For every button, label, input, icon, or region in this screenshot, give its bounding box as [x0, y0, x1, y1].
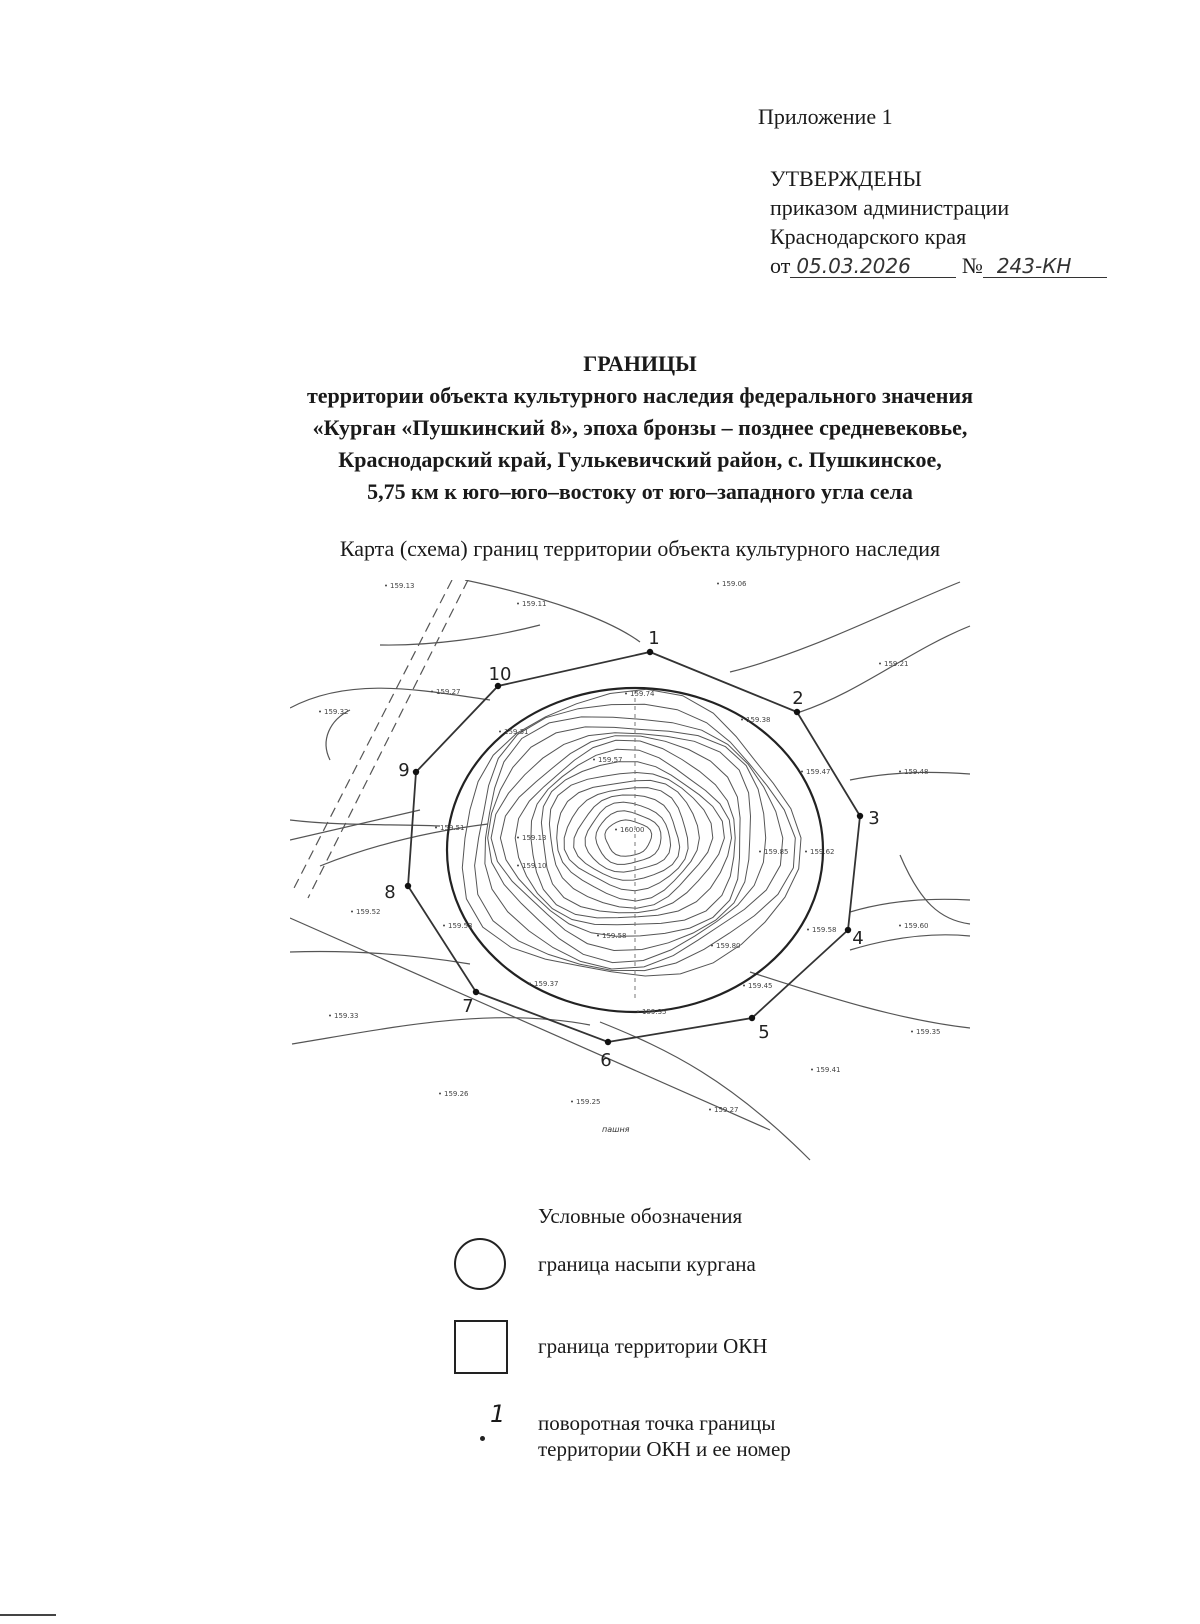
elevation-point [439, 1093, 441, 1095]
boundary-point-number: 5 [758, 1022, 770, 1043]
elevation-label: 159.58 [812, 926, 837, 934]
elevation-point [597, 935, 599, 937]
elevation-point [741, 719, 743, 721]
appendix-label: Приложение 1 [758, 104, 893, 129]
order-date: 05.03.2026 [790, 255, 956, 278]
approval-block [770, 164, 1107, 280]
elevation-label: 159.06 [722, 580, 747, 588]
elevation-point [443, 925, 445, 927]
legend-mound-label: граница насыпи кургана [538, 1252, 756, 1276]
boundary-point-number: 3 [868, 808, 880, 829]
elevation-point [807, 929, 809, 931]
road-dashed-line [292, 580, 452, 892]
elevation-point [517, 865, 519, 867]
elevation-label: 159.57 [598, 756, 623, 764]
elevation-point [811, 1069, 813, 1071]
boundary-point-marker [794, 709, 800, 715]
elevation-label: 159.38 [746, 716, 771, 724]
elevation-label: 159.51 [440, 824, 465, 832]
document-title [170, 348, 1110, 508]
elevation-point [529, 983, 531, 985]
title-line-5: 5,75 км к юго–юго–востоку от юго–западного угла села [367, 479, 913, 504]
terrain-line [326, 710, 350, 760]
number-prefix: № [961, 253, 983, 278]
elevation-label: 159.10 [522, 862, 547, 870]
elevation-point [593, 759, 595, 761]
elevation-label: 160.00 [620, 826, 645, 834]
point-dot-icon [480, 1436, 485, 1441]
boundary-point-marker [413, 769, 419, 775]
contour-ring [585, 802, 670, 872]
contour-ring [485, 717, 783, 969]
elevation-label: 159.26 [444, 1090, 469, 1098]
elevation-label: 159.45 [748, 982, 773, 990]
elevation-label: 159.25 [576, 1098, 601, 1106]
order-date-line [770, 251, 1107, 280]
legend-point-line-1: поворотная точка границы [538, 1411, 776, 1435]
elevation-point [625, 693, 627, 695]
boundary-point-number: 1 [648, 628, 660, 649]
elevation-point [711, 945, 713, 947]
elevation-point [329, 1015, 331, 1017]
contour-ring [488, 727, 766, 963]
mound-boundary-legend-icon [454, 1238, 506, 1290]
elevation-point [571, 1101, 573, 1103]
elevation-label: 159.31 [504, 728, 529, 736]
elevation-point [385, 585, 387, 587]
approved-heading: УТВЕРЖДЕНЫ [770, 166, 922, 191]
elevation-point [899, 925, 901, 927]
elevation-point [435, 827, 437, 829]
boundary-point-number: 2 [792, 688, 804, 709]
contour-ring [557, 780, 700, 901]
approved-region: Краснодарского края [770, 224, 967, 249]
elevation-label: 159.13 [522, 834, 547, 842]
elevation-label: 159.85 [764, 848, 789, 856]
order-number: 243-КН [983, 255, 1107, 278]
elevation-label: 159.27 [714, 1106, 739, 1114]
elevation-point [615, 829, 617, 831]
boundary-point-marker [845, 927, 851, 933]
elevation-label: 159.74 [630, 690, 655, 698]
elevation-point [517, 603, 519, 605]
boundary-map [290, 580, 990, 1180]
elevation-point [717, 583, 719, 585]
terrain-line [600, 1022, 810, 1160]
elevation-label: 159.11 [522, 600, 547, 608]
terrain-line [380, 625, 540, 645]
boundary-point-marker [647, 649, 653, 655]
elevation-point [709, 1109, 711, 1111]
elevation-label: 159.33 [334, 1012, 359, 1020]
field-label: пашня [602, 1125, 630, 1134]
title-line-1: ГРАНИЦЫ [583, 351, 697, 376]
terrain-line [750, 972, 970, 1028]
territory-boundary-legend-icon [454, 1320, 508, 1374]
elevation-label: 159.41 [816, 1066, 841, 1074]
terrain-line [900, 855, 970, 924]
elevation-label: 159.58 [602, 932, 627, 940]
elevation-point [499, 731, 501, 733]
elevation-point [911, 1031, 913, 1033]
okn-territory-boundary [408, 652, 860, 1042]
map-caption: Карта (схема) границ территории объекта культурного наследия [339, 536, 941, 561]
boundary-point-marker [605, 1039, 611, 1045]
terrain-line [730, 582, 960, 672]
elevation-label: 159.52 [356, 908, 381, 916]
elevation-point [319, 711, 321, 713]
boundary-point-number: 9 [398, 760, 410, 781]
elevation-point [879, 663, 881, 665]
boundary-point-number: 10 [488, 664, 512, 685]
elevation-point [805, 851, 807, 853]
boundary-point-number: 7 [462, 996, 474, 1017]
boundary-point-number: 8 [384, 882, 396, 903]
elevation-point [899, 771, 901, 773]
elevation-label: 159.60 [904, 922, 929, 930]
contour-ring [574, 795, 680, 880]
title-line-2: территории объекта культурного наследия федерального значения [306, 383, 974, 408]
turning-point-legend-icon [474, 1400, 514, 1444]
boundary-point-number: 6 [600, 1050, 612, 1071]
terrain-line [465, 580, 640, 642]
legend-point-line-2: территории ОКН и ее номер [538, 1437, 791, 1461]
point-number-sample: 1 [490, 1400, 506, 1428]
elevation-label: 159.53 [448, 922, 473, 930]
elevation-label: 159.48 [904, 768, 929, 776]
boundary-point-number: 4 [852, 928, 864, 949]
road-dashed-line [308, 580, 468, 898]
elevation-label: 159.80 [716, 942, 741, 950]
elevation-label: 159.32 [324, 708, 349, 716]
elevation-label: 159.13 [390, 582, 415, 590]
terrain-line [850, 935, 970, 950]
boundary-point-marker [857, 813, 863, 819]
elevation-point [743, 985, 745, 987]
legend-title: Условные обозначения [538, 1204, 743, 1228]
elevation-point [351, 911, 353, 913]
elevation-point [431, 691, 433, 693]
terrain-lines [290, 580, 970, 1160]
elevation-label: 159.62 [810, 848, 835, 856]
legend-point-label [538, 1410, 791, 1462]
elevation-point [517, 837, 519, 839]
terrain-line [850, 899, 970, 912]
elevation-label: 159.37 [534, 980, 559, 988]
boundary-point-marker [473, 989, 479, 995]
approved-by-order: приказом администрации [770, 195, 1010, 220]
title-line-3: «Курган «Пушкинский 8», эпоха бронзы – позднее средневековье, [312, 415, 968, 440]
boundary-point-marker [749, 1015, 755, 1021]
page-footer-mark [0, 1614, 56, 1616]
elevation-point [637, 1011, 639, 1013]
title-line-4: Краснодарский край, Гулькевичский район, с. Пушкинское, [338, 447, 942, 472]
elevation-label: 159.35 [916, 1028, 941, 1036]
date-prefix: от [770, 253, 791, 278]
elevation-point [759, 851, 761, 853]
terrain-line [800, 626, 970, 712]
elevation-label: 159.21 [884, 660, 909, 668]
legend-territory-label: граница территории ОКН [538, 1334, 768, 1358]
boundary-point-marker [405, 883, 411, 889]
elevation-label: 159.35 [642, 1008, 667, 1016]
elevation-label: 159.27 [436, 688, 461, 696]
elevation-label: 159.47 [806, 768, 831, 776]
elevation-point [801, 771, 803, 773]
terrain-line [290, 918, 770, 1130]
